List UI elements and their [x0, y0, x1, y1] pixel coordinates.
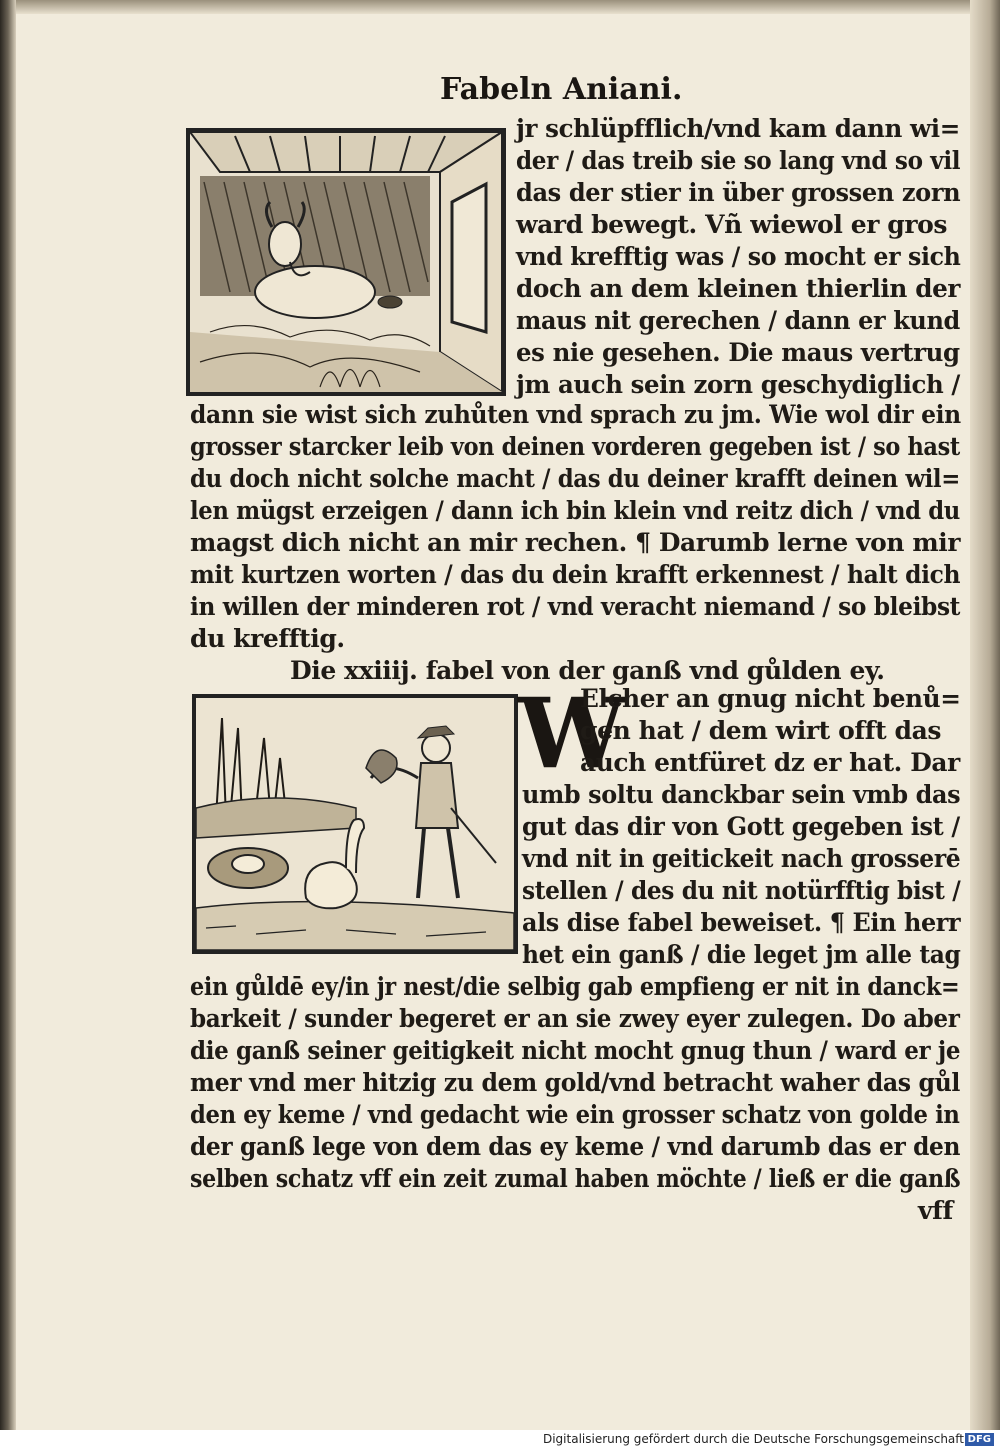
text-line: stellen / des du nit notürfftig bist / — [522, 876, 961, 905]
running-header: Fabeln Aniani. — [440, 72, 683, 107]
text-line: mer vnd mer hitzig zu dem gold/vnd betracht waher das gůl — [190, 1068, 960, 1097]
text-line: Elcher an gnug nicht benů= — [580, 684, 961, 713]
text-line: grosser starcker leib von deinen vorderen gegeben ist / so hast — [190, 432, 960, 461]
text-line: vnd krefftig was / so mocht er sich — [516, 242, 961, 271]
goose-huntsman-illustration — [196, 698, 514, 950]
text-line: ward bewegt. Vñ wiewol er gros — [516, 210, 948, 239]
text-line: magst dich nicht an mir rechen. ¶ Darumb lerne von mir — [190, 528, 961, 557]
text-line: vnd nit in geitickeit nach grosserē — [522, 844, 961, 873]
text-line: in willen der minderen rot / vnd veracht niemand / so bleibst — [190, 592, 961, 621]
text-line: du krefftig. — [190, 624, 345, 653]
footer-credit: Digitalisierung gefördert durch die Deutsche Forschungsgemeinschaft — [542, 1432, 964, 1446]
page-edge-right — [970, 0, 1000, 1430]
text-line: jr schlüpfflich/vnd kam dann wi= — [516, 114, 960, 143]
text-line: auch entfüret dz er hat. Dar — [580, 748, 960, 777]
drop-cap: W — [518, 677, 626, 790]
text-line: doch an dem kleinen thierlin der — [516, 274, 961, 303]
ox-stable-illustration — [190, 132, 502, 392]
digitization-footer — [0, 1430, 1000, 1450]
text-line: der / das treib sie so lang vnd so vil — [516, 146, 961, 175]
fable-title: Die xxiiij. fabel von der ganß vnd gůlden ey. — [290, 656, 885, 685]
text-line: die ganß seiner geitigkeit nicht mocht gnug thun / ward er je — [190, 1036, 961, 1065]
text-line: den ey keme / vnd gedacht wie ein grosser schatz von golde in — [190, 1100, 960, 1129]
text-line: jm auch sein zorn geschydiglich / — [516, 370, 960, 399]
text-line: gen hat / dem wirt offt das — [580, 716, 942, 745]
text-line: als dise fabel beweiset. ¶ Ein herr — [522, 908, 961, 937]
text-line: selben schatz vff ein zeit zumal haben möchte / ließ er die ganß — [190, 1164, 961, 1193]
page-edge-top — [0, 0, 1000, 14]
page-edge-left — [0, 0, 16, 1430]
text-line: du doch nicht solche macht / das du deiner krafft deinen wil= — [190, 464, 960, 493]
text-line: das der stier in über grossen zorn — [516, 178, 961, 207]
text-line: len mügst erzeigen / dann ich bin klein vnd reitz dich / vnd du — [190, 496, 960, 525]
text-line: ein gůldē ey/in jr nest/die selbig gab empfieng er nit in danck= — [190, 972, 960, 1001]
text-line: mit kurtzen worten / das du dein krafft erkennest / halt dich — [190, 560, 961, 589]
woodcut-ox-stable — [186, 128, 506, 396]
text-line: dann sie wist sich zuhůten vnd sprach zu jm. Wie wol dir ein — [190, 400, 961, 429]
text-line: het ein ganß / die leget jm alle tag — [522, 940, 961, 969]
text-line: umb soltu danckbar sein vmb das — [522, 780, 961, 809]
catchword: vff — [918, 1196, 953, 1225]
woodcut-goose-huntsman — [192, 694, 518, 954]
text-line: gut das dir von Gott gegeben ist / — [522, 812, 960, 841]
dfg-logo-icon: DFG — [965, 1433, 994, 1446]
text-line: maus nit gerechen / dann er kund — [516, 306, 960, 335]
text-line: es nie gesehen. Die maus vertrug — [516, 338, 960, 367]
text-line: barkeit / sunder begeret er an sie zwey eyer zulegen. Do aber — [190, 1004, 960, 1033]
text-line: der ganß lege von dem das ey keme / vnd darumb das er den — [190, 1132, 961, 1161]
